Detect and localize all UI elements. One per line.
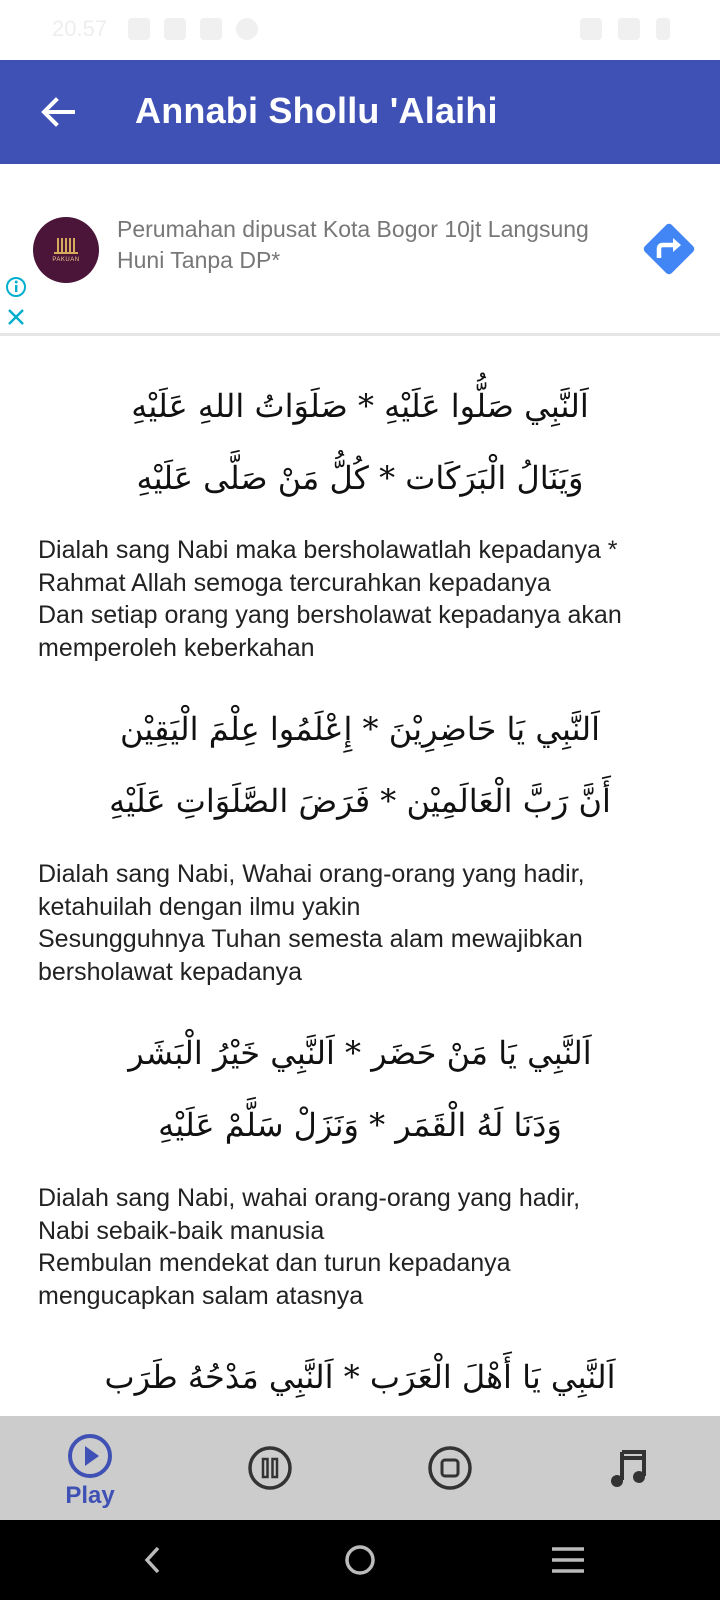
play-circle-icon (66, 1432, 114, 1480)
close-icon[interactable] (5, 306, 27, 328)
arabic-line: اَلنَّبِي يَا حَاضِرِيْنَ * إِعْلَمُوا عِلْمَ الْيَقِيْن (120, 710, 600, 748)
translation-line: ketahuilah dengan ilmu yakin (38, 892, 361, 921)
playlist-button[interactable] (600, 1416, 660, 1520)
translation-text (38, 534, 682, 664)
arabic-line: اَلنَّبِي صَلُّوا عَلَيْهِ * صَلَوَاتُ اللهِ عَلَيْهِ (131, 387, 589, 425)
arrow-left-icon (41, 97, 75, 127)
stop-button[interactable] (420, 1416, 480, 1520)
translation-text (38, 1182, 682, 1312)
nav-home-icon[interactable] (338, 1538, 382, 1582)
translation-line: mengucapkan salam atasnya (38, 1281, 364, 1310)
back-button[interactable] (28, 82, 88, 142)
ad-logo-text: PAKUAN (52, 256, 80, 263)
translation-line: bersholawat kepadanya (38, 957, 303, 986)
translation-line: Rembulan mendekat dan turun kepadanya (38, 1249, 511, 1277)
status-time: 20.57 (52, 16, 108, 41)
notification-icon (128, 18, 150, 40)
signal-icon (618, 18, 640, 40)
translation-line: memperoleh keberkahan (38, 633, 315, 662)
translation-line: Nabi sebaik-baik manusia (38, 1216, 325, 1245)
status-system-icons (580, 18, 670, 40)
arabic-line: اَلنَّبِي يَا مَنْ حَضَر * اَلنَّبِي خَيْرُ الْبَشَر (128, 1034, 592, 1072)
app-bar (0, 60, 720, 164)
media-controls (0, 1416, 720, 1520)
wifi-icon (580, 18, 602, 40)
arabic-line: أَنَّ رَبَّ الْعَالَمِيْن * فَرَضَ الصَّلَوَاتِ عَلَيْهِ (109, 782, 611, 820)
arabic-line: وَدَنَا لَهُ الْقَمَر * وَنَزَلْ سَلَّمْ عَلَيْهِ (158, 1106, 562, 1144)
ad-banner[interactable] (0, 164, 720, 336)
page-title: Annabi Shollu 'Alaihi (135, 90, 498, 131)
translation-text (38, 858, 682, 988)
translation-line: Dan setiap orang yang bersholawat kepadanya akan (38, 601, 622, 629)
play-label: Play (65, 1482, 115, 1509)
translation-line: Sesungguhnya Tuhan semesta alam mewajibkan (38, 925, 583, 953)
pause-circle-icon (246, 1444, 294, 1492)
music-note-icon (606, 1444, 654, 1492)
nav-back-icon[interactable] (132, 1538, 176, 1582)
notification-icon (200, 18, 222, 40)
status-bar (0, 0, 720, 60)
translation-line: Rahmat Allah semoga tercurahkan kepadanya (38, 568, 551, 597)
lyrics-content[interactable] (0, 339, 720, 1416)
arabic-line: وَيَنَالُ الْبَرَكَات * كُلُّ مَنْ صَلَّى عَلَيْهِ (136, 459, 584, 497)
translation-line: Dialah sang Nabi, wahai orang-orang yang hadir, (38, 1184, 581, 1212)
translation-line: Dialah sang Nabi maka bersholawatlah kepadanya * (38, 536, 618, 564)
translation-line: Dialah sang Nabi, Wahai orang-orang yang hadir, (38, 860, 585, 888)
status-notification-icons (120, 18, 258, 40)
stop-circle-icon (426, 1444, 474, 1492)
info-icon[interactable] (5, 276, 27, 298)
ad-text[interactable]: Perumahan dipusat Kota Bogor 10jt Langsung Huni Tanpa DP* (117, 216, 589, 273)
nav-recents-icon[interactable] (546, 1538, 590, 1582)
battery-icon (656, 18, 670, 40)
pause-button[interactable] (240, 1416, 300, 1520)
arabic-line: اَلنَّبِي يَا أَهْلَ الْعَرَب * اَلنَّبِي مَدْحُهُ طَرَب (104, 1358, 616, 1396)
notification-icon (164, 18, 186, 40)
play-button[interactable] (50, 1416, 130, 1520)
ad-logo[interactable] (33, 217, 99, 283)
ad-logo-mark (54, 238, 78, 254)
notification-icon (236, 18, 258, 40)
ad-open-button[interactable] (638, 218, 700, 280)
system-nav-bar (0, 1520, 720, 1600)
directions-icon (638, 218, 700, 280)
